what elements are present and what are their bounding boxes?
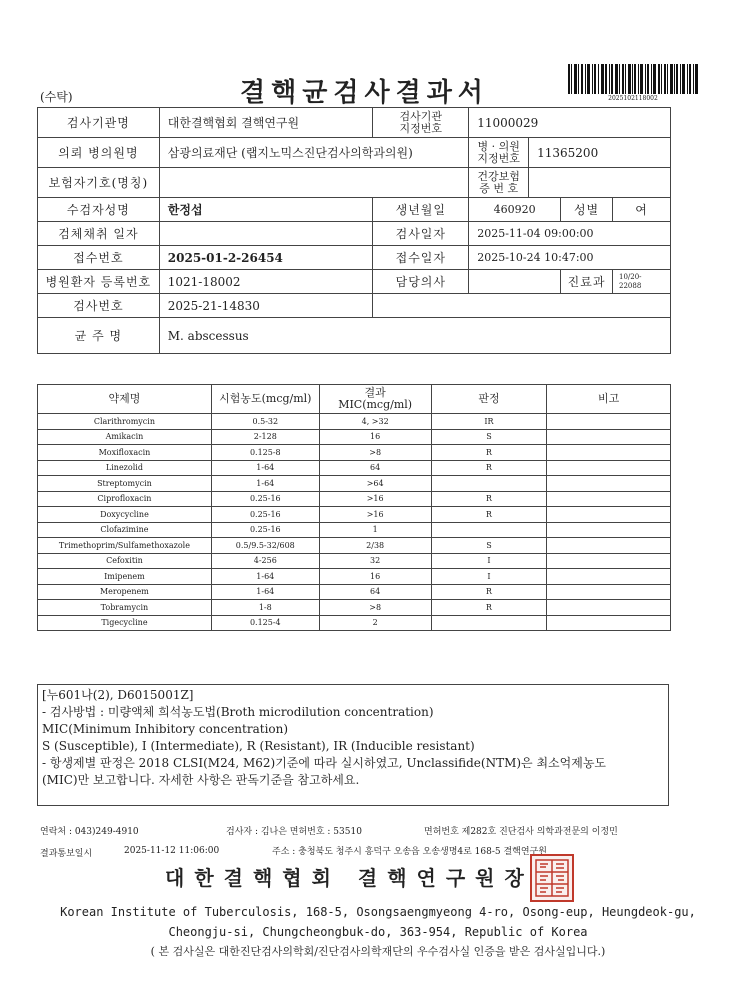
- cell-drug: Meropenem: [38, 584, 212, 600]
- cell-interp: [431, 522, 547, 538]
- test-no-empty: [373, 294, 671, 318]
- cell-conc: 0.25-16: [211, 507, 319, 523]
- lab-name-value: 대한결핵협회 결핵연구원: [159, 108, 373, 138]
- note-line: [누601나(2), D6015001Z]: [42, 688, 194, 702]
- note-line: S (Susceptible), I (Intermediate), R (Resistant), IR (Inducible resistant): [42, 739, 475, 753]
- cell-interp: I: [431, 569, 547, 585]
- report-date: 2025-11-12 11:06:00: [124, 846, 220, 856]
- table-row: [38, 507, 671, 523]
- doctor-value: [469, 270, 561, 294]
- cell-mic: 64: [319, 584, 431, 600]
- doctor-label: 담당의사: [373, 270, 469, 294]
- species-value: M. abscessus: [159, 318, 670, 354]
- cell-interp: R: [431, 445, 547, 461]
- cell-drug: Imipenem: [38, 569, 212, 585]
- table-row: [38, 538, 671, 554]
- cell-remark: [547, 445, 671, 461]
- hospital-id-value: 11365200: [529, 138, 671, 168]
- patient-name: 한정섭: [159, 198, 373, 222]
- address-en-line-2: Cheongju-si, Chungcheongbuk-do, 363-954, Republic of Korea: [168, 925, 588, 939]
- table-row: [38, 491, 671, 507]
- note-line: - 검사방법 : 미량액체 희석농도법(Broth microdilution concentration): [42, 705, 434, 719]
- cell-conc: 1-64: [211, 460, 319, 476]
- cell-interp: R: [431, 584, 547, 600]
- note-line: (MIC)만 보고합니다. 자세한 사항은 판독기준을 참고하세요.: [42, 773, 360, 787]
- cell-mic: 32: [319, 553, 431, 569]
- drug-table: [37, 384, 671, 631]
- cell-remark: [547, 584, 671, 600]
- cell-drug: Linezolid: [38, 460, 212, 476]
- table-row: [38, 584, 671, 600]
- cell-mic: 2/38: [319, 538, 431, 554]
- cell-remark: [547, 569, 671, 585]
- cell-interp: R: [431, 600, 547, 616]
- cell-interp: [431, 615, 547, 631]
- cell-conc: 2-128: [211, 429, 319, 445]
- cell-drug: Amikacin: [38, 429, 212, 445]
- collect-date-label: 검체채취 일자: [38, 222, 160, 246]
- table-row: [38, 460, 671, 476]
- cell-conc: 1-64: [211, 584, 319, 600]
- cell-conc: 4-256: [211, 553, 319, 569]
- dept-value: 10/20- 22088: [613, 270, 671, 294]
- cell-remark: [547, 538, 671, 554]
- org-name: 대한결핵협회 결핵연구원장: [165, 866, 534, 890]
- cell-mic: >8: [319, 600, 431, 616]
- cell-interp: R: [431, 460, 547, 476]
- seal-stamp: [530, 854, 574, 902]
- birth-label: 생년월일: [373, 198, 469, 222]
- cell-remark: [547, 491, 671, 507]
- cell-drug: Clarithromycin: [38, 414, 212, 430]
- insurance-no-value: [529, 168, 671, 198]
- cell-interp: IR: [431, 414, 547, 430]
- cell-conc: 1-64: [211, 476, 319, 492]
- cell-conc: 0.125-8: [211, 445, 319, 461]
- remark-header: 비고: [547, 385, 671, 414]
- insurance-no-label: 건강보험 증 번 호: [469, 168, 529, 198]
- birth-value: 460920: [469, 198, 561, 222]
- cell-mic: 16: [319, 429, 431, 445]
- cell-conc: 0.125-4: [211, 615, 319, 631]
- cell-mic: >16: [319, 507, 431, 523]
- mic-header: 결과 MIC(mcg/ml): [319, 385, 431, 414]
- table-row: [38, 615, 671, 631]
- table-row: [38, 522, 671, 538]
- table-row: [38, 445, 671, 461]
- lab-id-value: 11000029: [469, 108, 671, 138]
- report-date-label: 결과통보일시: [40, 849, 93, 859]
- copy-label: (수탁): [40, 90, 73, 104]
- cell-conc: 0.5-32: [211, 414, 319, 430]
- cell-interp: I: [431, 553, 547, 569]
- cell-interp: R: [431, 507, 547, 523]
- table-row: [38, 429, 671, 445]
- cell-drug: Tobramycin: [38, 600, 212, 616]
- barcode-number: 2025102118002: [608, 95, 658, 102]
- reception-no-value: 2025-01-2-26454: [159, 246, 373, 270]
- cell-remark: [547, 460, 671, 476]
- drug-header: 약제명: [38, 385, 212, 414]
- address-en-line-1: Korean Institute of Tuberculosis, 168-5, Osongsaengmyeong 4-ro, Osong-eup, Heungdeok-gu,: [60, 905, 696, 919]
- table-row: [38, 600, 671, 616]
- cell-remark: [547, 429, 671, 445]
- patient-label: 수검자성명: [38, 198, 160, 222]
- cell-interp: [431, 476, 547, 492]
- cell-drug: Trimethoprim/Sulfamethoxazole: [38, 538, 212, 554]
- cell-drug: Moxifloxacin: [38, 445, 212, 461]
- cell-remark: [547, 476, 671, 492]
- lab-name-label: 검사기관명: [38, 108, 160, 138]
- cell-mic: 4, >32: [319, 414, 431, 430]
- cell-drug: Clofazimine: [38, 522, 212, 538]
- cell-remark: [547, 522, 671, 538]
- cell-conc: 1-64: [211, 569, 319, 585]
- table-row: [38, 414, 671, 430]
- cell-remark: [547, 615, 671, 631]
- page-title: 결핵균검사결과서: [240, 78, 489, 108]
- cell-mic: 64: [319, 460, 431, 476]
- conc-header: 시험농도(mcg/ml): [211, 385, 319, 414]
- note-line: MIC(Minimum Inhibitory concentration): [42, 722, 289, 736]
- reg-no-label: 병원환자 등록번호: [38, 270, 160, 294]
- license-director: 면허번호 제282호 진단검사 의학과전문의 이정민: [424, 827, 618, 837]
- insurer-label: 보험자기호(명칭): [38, 168, 160, 198]
- cell-conc: 0.5/9.5-32/608: [211, 538, 319, 554]
- test-date-value: 2025-11-04 09:00:00: [469, 222, 671, 246]
- cell-conc: 0.25-16: [211, 522, 319, 538]
- tester: 검사자 : 김나은 면허번호 : 53510: [226, 827, 362, 837]
- hospital-id-label: 병 · 의원 지정번호: [469, 138, 529, 168]
- table-row: [38, 553, 671, 569]
- req-hospital-label: 의뢰 병의원명: [38, 138, 160, 168]
- cell-mic: 16: [319, 569, 431, 585]
- cell-mic: 2: [319, 615, 431, 631]
- table-row: [38, 569, 671, 585]
- cell-drug: Streptomycin: [38, 476, 212, 492]
- dept-label: 진료과: [561, 270, 613, 294]
- cell-remark: [547, 600, 671, 616]
- cell-drug: Tigecycline: [38, 615, 212, 631]
- reg-no-value: 1021-18002: [159, 270, 373, 294]
- sex-value: 여: [613, 198, 671, 222]
- cell-mic: 1: [319, 522, 431, 538]
- test-date-label: 검사일자: [373, 222, 469, 246]
- cell-mic: >16: [319, 491, 431, 507]
- cell-interp: R: [431, 491, 547, 507]
- cell-mic: >64: [319, 476, 431, 492]
- test-no-value: 2025-21-14830: [159, 294, 373, 318]
- certification-note: ( 본 검사실은 대한진단검사의학회/진단검사의학재단의 우수검사실 인증을 받은 검사실입니다.): [150, 945, 606, 958]
- collect-date-value: [159, 222, 373, 246]
- cell-drug: Ciprofloxacin: [38, 491, 212, 507]
- address-kr: 주소 : 충청북도 청주시 흥덕구 오송읍 오송생명4로 168-5 결핵연구원: [272, 847, 547, 857]
- cell-remark: [547, 507, 671, 523]
- cell-remark: [547, 553, 671, 569]
- cell-drug: Cefoxitin: [38, 553, 212, 569]
- cell-drug: Doxycycline: [38, 507, 212, 523]
- cell-remark: [547, 414, 671, 430]
- test-no-label: 검사번호: [38, 294, 160, 318]
- barcode-icon: [568, 64, 698, 94]
- cell-conc: 1-8: [211, 600, 319, 616]
- reception-date-label: 접수일자: [373, 246, 469, 270]
- method-notes: [37, 684, 669, 806]
- req-hospital-value: 삼광의료재단 (랩지노믹스진단검사의학과의원): [159, 138, 468, 168]
- cell-mic: >8: [319, 445, 431, 461]
- info-table: [37, 107, 671, 354]
- cell-conc: 0.25-16: [211, 491, 319, 507]
- species-label: 균 주 명: [38, 318, 160, 354]
- cell-interp: S: [431, 538, 547, 554]
- table-row: [38, 476, 671, 492]
- insurer-value: [159, 168, 468, 198]
- cell-interp: S: [431, 429, 547, 445]
- sex-label: 성별: [561, 198, 613, 222]
- reception-no-label: 접수번호: [38, 246, 160, 270]
- interp-header: 판정: [431, 385, 547, 414]
- reception-date-value: 2025-10-24 10:47:00: [469, 246, 671, 270]
- lab-id-label: 검사기관 지정번호: [373, 108, 469, 138]
- contact: 연락처 : 043)249-4910: [40, 827, 139, 837]
- note-line: - 항생제별 판정은 2018 CLSI(M24, M62)기준에 따라 실시하였고, Unclassifide(NTM)은 최소억제농도: [42, 756, 607, 770]
